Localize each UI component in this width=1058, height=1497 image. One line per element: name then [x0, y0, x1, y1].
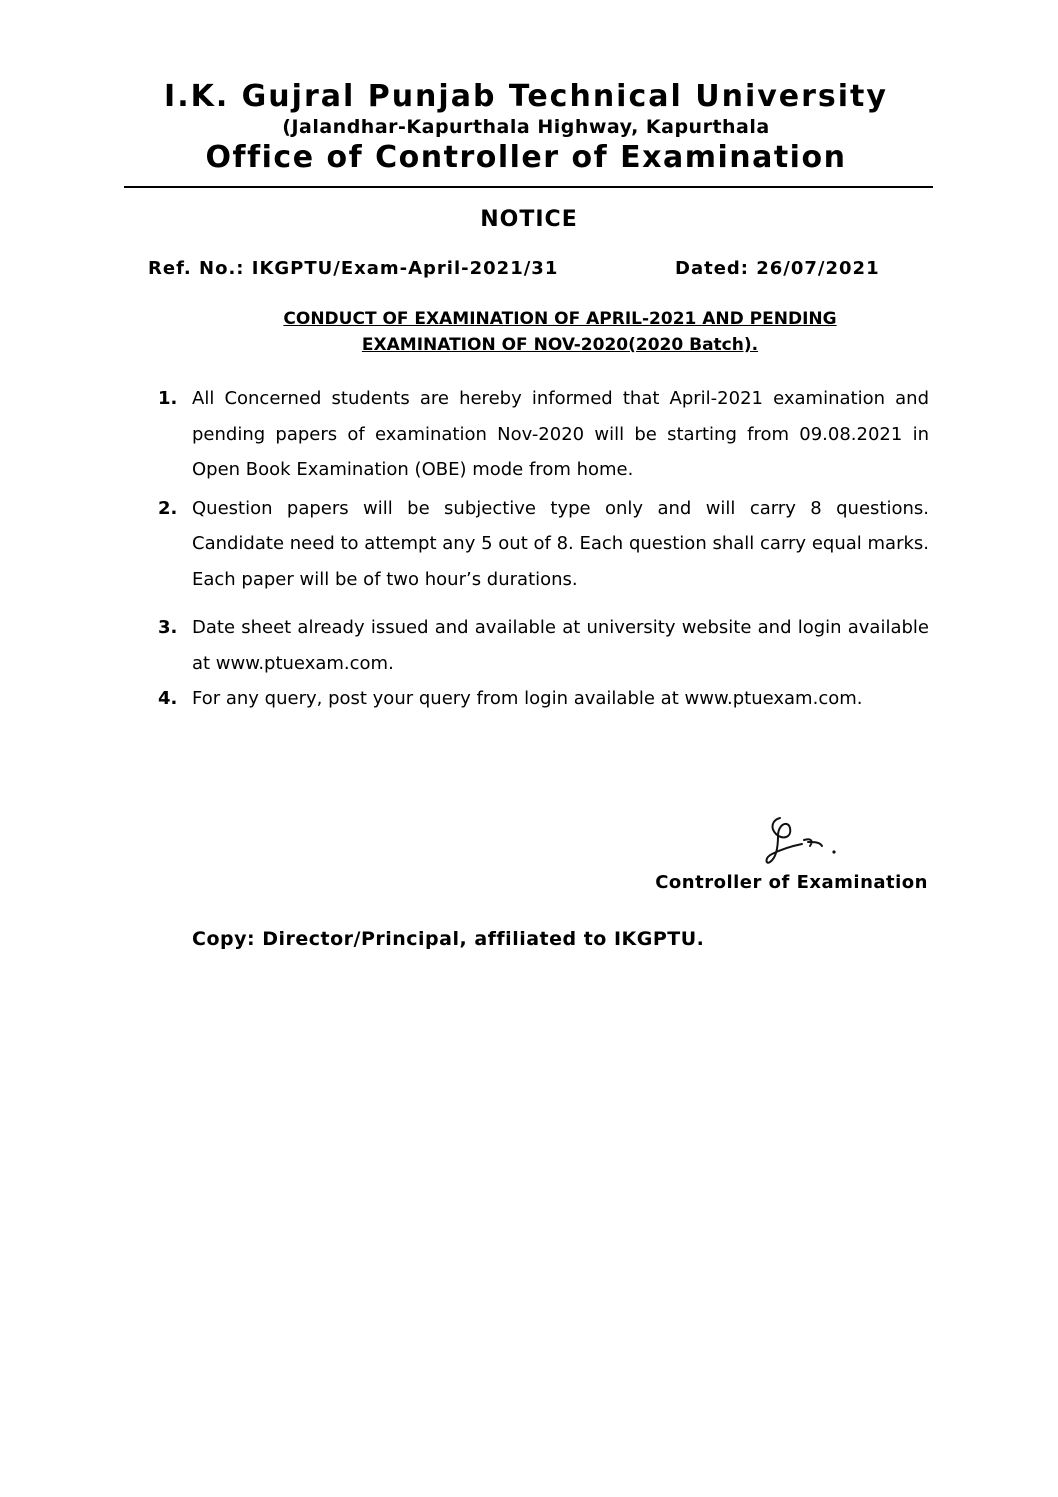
point-number: 2.	[158, 497, 178, 519]
subject-line-2: EXAMINATION OF NOV-2020(2020 Batch).	[361, 335, 759, 355]
header-divider	[124, 186, 933, 188]
notice-point	[150, 681, 929, 717]
point-number: 3.	[158, 617, 178, 638]
notice-point	[150, 610, 929, 681]
signatory-title: Controller of Examination	[655, 872, 928, 893]
notice-subject	[200, 306, 920, 358]
point-number: 1.	[158, 388, 178, 409]
university-name: I.K. Gujral Punjab Technical University	[164, 79, 888, 114]
notice-point	[150, 381, 929, 488]
point-text: For any query, post your query from login available at www.ptuexam.com.	[192, 688, 863, 709]
reference-number: Ref. No.: IKGPTU/Exam-April-2021/31	[148, 258, 559, 279]
copy-to: Copy: Director/Principal, affiliated to IKGPTU.	[192, 928, 705, 950]
point-text: All Concerned students are hereby informed that April-2021 examination and pending papers of examination Nov-2020 will be starting from 09.08.2021 in Open Book Examination (OBE) mode from home.	[192, 388, 929, 480]
signature-icon	[758, 812, 848, 870]
point-text: Question papers will be subjective type only and will carry 8 questions. Candidate need to attempt any 5 out of 8. Each question shall carry equal marks. Each paper will be of two hour’s durations.	[192, 497, 929, 590]
point-number: 4.	[158, 688, 178, 709]
point-text: Date sheet already issued and available at university website and login available at www.ptuexam.com.	[192, 617, 929, 674]
subject-line-1: CONDUCT OF EXAMINATION OF APRIL-2021 AND PENDING	[283, 309, 837, 329]
notice-point	[150, 491, 929, 598]
office-name: Office of Controller of Examination	[205, 140, 847, 175]
notice-points	[150, 381, 929, 717]
notice-date: Dated: 26/07/2021	[675, 258, 880, 279]
letterhead	[120, 78, 932, 178]
reference-line	[148, 258, 908, 279]
university-address: (Jalandhar-Kapurthala Highway, Kapurthala	[282, 116, 770, 138]
notice-title: NOTICE	[480, 207, 578, 232]
